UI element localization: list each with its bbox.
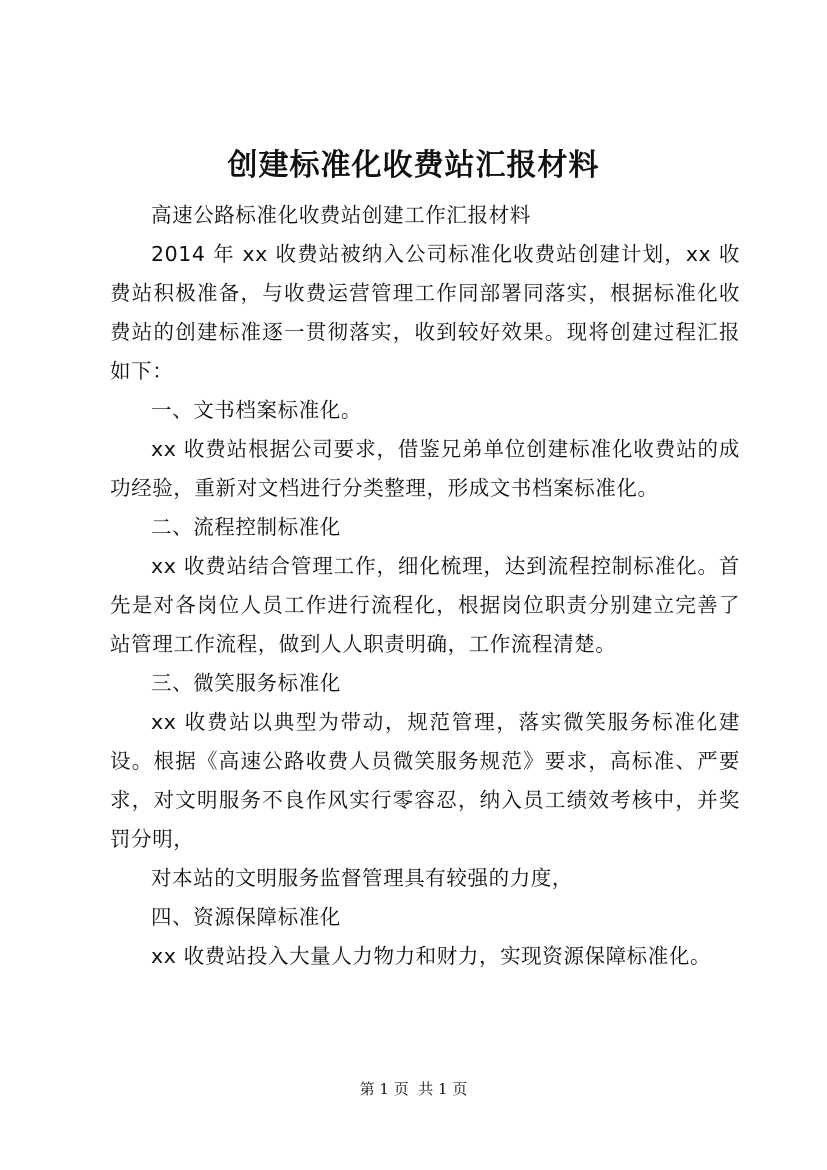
paragraph-subtitle: 高速公路标准化收费站创建工作汇报材料	[151, 203, 531, 227]
paragraph-section-3: xx 收费站以典型为带动，规范管理，落实微笑服务标准化建设。根据《高速公路收费人员微笑服务规范》要求，高标准、严要求，对文明服务不良作风实行零容忍，纳入员工绩效考核中，并奖罚分明，	[110, 710, 740, 851]
section-heading-4: 四、资源保障标准化	[151, 905, 341, 929]
section-heading-3: 三、微笑服务标准化	[151, 671, 341, 695]
page-number-label: 第 1 页 共 1 页	[359, 1080, 468, 1098]
paragraph-section-1: xx 收费站根据公司要求，借鉴兄弟单位创建标准化收费站的成功经验，重新对文档进行分类整理，形成文书档案标准化。	[110, 437, 740, 500]
section-heading-2: 二、流程控制标准化	[151, 515, 341, 539]
document-body	[110, 196, 740, 976]
paragraph-intro: 2014 年 xx 收费站被纳入公司标准化收费站创建计划，xx 收费站积极准备，与收费运营管理工作同部署同落实，根据标准化收费站的创建标准逐一贯彻落实，收到较好效果。现将创建过程汇报如下：	[110, 242, 740, 383]
document-title: 创建标准化收费站汇报材料	[227, 148, 600, 183]
section-heading-1: 一、文书档案标准化。	[151, 398, 362, 422]
paragraph-section-2: xx 收费站结合管理工作，细化梳理，达到流程控制标准化。首先是对各岗位人员工作进行流程化，根据岗位职责分别建立完善了站管理工作流程，做到人人职责明确，工作流程清楚。	[110, 554, 740, 656]
page-footer	[0, 1079, 827, 1099]
paragraph-section-3-continued: 对本站的文明服务监督管理具有较强的力度，	[151, 866, 573, 890]
paragraph-section-4: xx 收费站投入大量人力物力和财力，实现资源保障标准化。	[151, 944, 712, 968]
